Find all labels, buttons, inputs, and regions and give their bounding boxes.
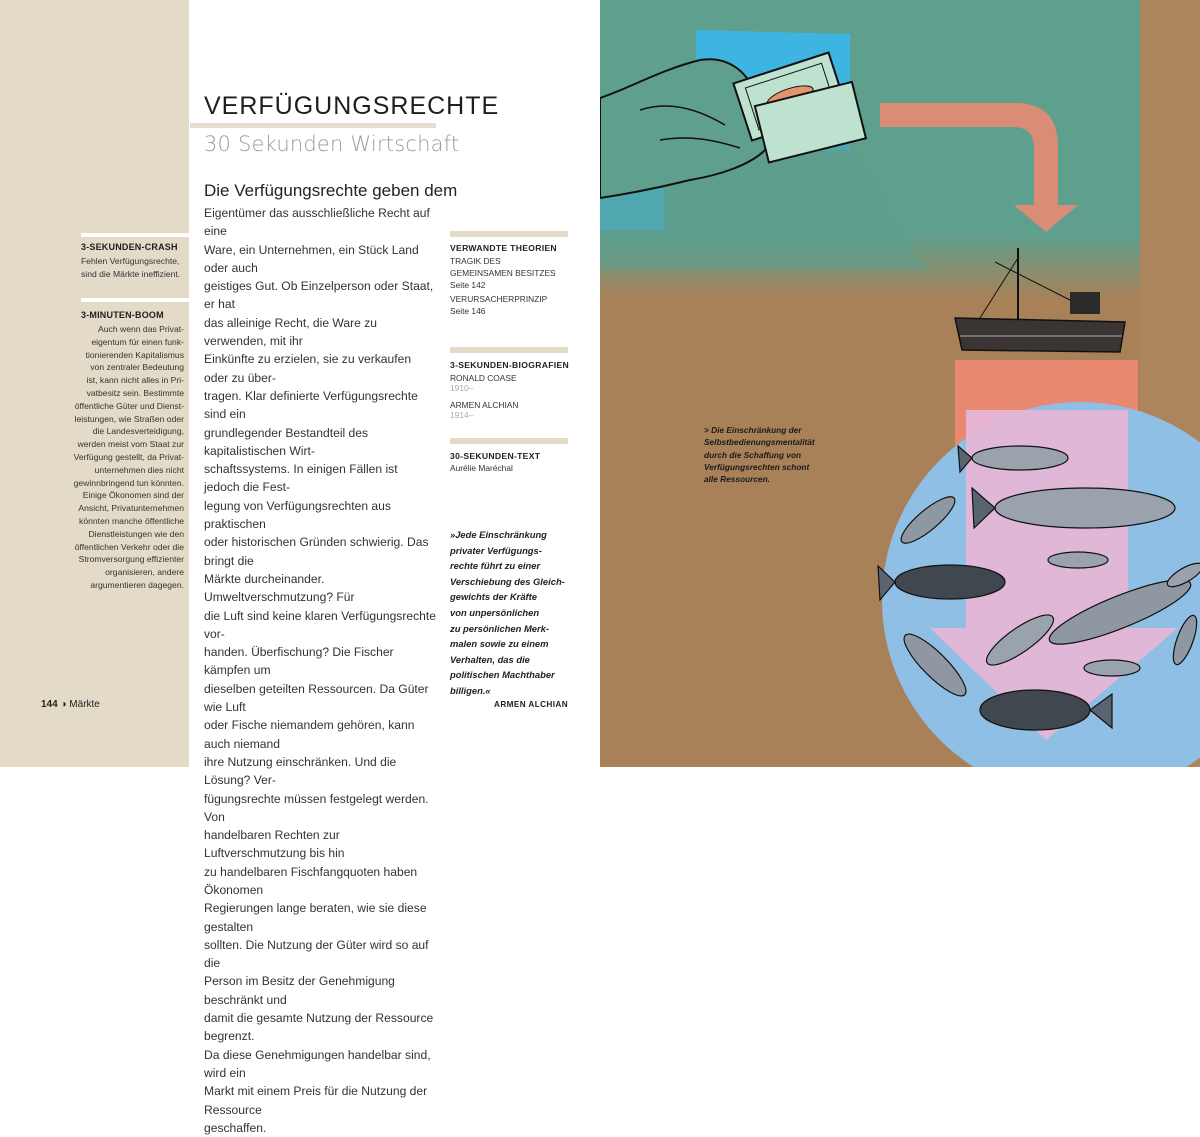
body-line: tragen. Klar definierte Verfügungsrechte sind ein bbox=[204, 388, 418, 422]
quote-line: politischen Machthaber bbox=[450, 669, 555, 681]
body-line: sollten. Die Nutzung der Güter wird so auf die bbox=[204, 937, 429, 971]
caption-line: alle Ressourcen. bbox=[704, 474, 770, 485]
quote-line: von unpersönlichen bbox=[450, 606, 540, 618]
boom-line: ist, kann nicht alles in Pri- bbox=[86, 375, 184, 386]
boom-line: Einige Ökonomen sind der bbox=[82, 490, 184, 501]
body-line: die Luft sind keine klaren Verfügungsrechte vor- bbox=[204, 608, 436, 641]
body-line: ihre Nutzung einschränken. Und die Lösung? Ver- bbox=[204, 754, 397, 788]
boom-line: Dienstleistungen wie den bbox=[88, 528, 184, 539]
column-rule bbox=[450, 438, 568, 444]
body-line: geschaffen. bbox=[204, 1120, 267, 1135]
column-rule bbox=[450, 347, 568, 353]
boom-line: argumentieren dagegen. bbox=[90, 579, 184, 590]
quote-line: rechte führt zu einer bbox=[450, 560, 541, 572]
related-item: TRAGIK DES bbox=[450, 256, 501, 266]
page-subtitle: 30 Sekunden Wirtschaft bbox=[204, 132, 460, 156]
boom-line: Verfügung gestellt, da Privat- bbox=[73, 451, 184, 462]
quote-line: Verschiebung des Gleich- bbox=[450, 575, 565, 587]
boom-line: öffentlichen Verkehr oder die bbox=[74, 541, 184, 552]
bio-name: ARMEN ALCHIAN bbox=[450, 400, 519, 410]
quote-line: Verhalten, das die bbox=[450, 653, 530, 665]
page-title: VERFÜGUNGSRECHTE bbox=[204, 92, 500, 120]
boom-line: Ansicht, Privatunternehmen bbox=[78, 503, 184, 514]
lead-text: Die Verfügungsrechte geben dem bbox=[204, 181, 458, 200]
quote-author: ARMEN ALCHIAN bbox=[494, 700, 569, 709]
body-line: Markt mit einem Preis für die Nutzung der Ressource bbox=[204, 1084, 428, 1117]
page-number: 144 bbox=[41, 699, 58, 710]
crash-heading: 3-SEKUNDEN-CRASH bbox=[81, 242, 178, 252]
illustration-caption bbox=[704, 424, 829, 485]
body-line: Person im Besitz der Genehmigung beschränkt und bbox=[204, 974, 395, 1007]
illustration bbox=[600, 0, 1200, 767]
sidebar-rule bbox=[81, 233, 189, 237]
body-line: handelbaren Rechten zur Luftverschmutzung bis hin bbox=[204, 828, 345, 861]
fish-icon bbox=[1084, 660, 1140, 676]
fish-icon bbox=[1048, 552, 1108, 568]
quote-line: zu persönlichen Merk- bbox=[450, 622, 549, 634]
half-circle-icon: ◑ bbox=[60, 699, 67, 710]
boom-line: die Landesverteidigung, bbox=[92, 426, 184, 437]
related-item: VERURSACHERPRINZIP bbox=[450, 294, 548, 304]
body-line: Ware, ein Unternehmen, ein Stück Land oder auch bbox=[204, 242, 419, 275]
body-text bbox=[204, 204, 436, 1137]
text30-author: Aurélie Maréchal bbox=[450, 463, 513, 473]
pull-quote bbox=[450, 527, 575, 699]
boom-line: gewinnbringend tun könnten. bbox=[73, 477, 184, 488]
crash-line: Fehlen Verfügungsrechte, bbox=[81, 256, 180, 266]
boom-line: von zentraler Bedeutung bbox=[90, 362, 184, 373]
body-line: zu handelbaren Fischfangquoten haben Ökonomen bbox=[204, 864, 418, 897]
body-line: Eigentümer das ausschließliche Recht auf eine bbox=[204, 206, 430, 239]
body-line: dieselben geteilten Ressourcen. Da Güter wie Luft bbox=[204, 681, 429, 715]
body-line: damit die gesamte Nutzung der Ressource begrenzt. bbox=[204, 1011, 434, 1044]
crash-line: sind die Märkte ineffizient. bbox=[81, 268, 181, 279]
boom-line: werden meist vom Staat zur bbox=[77, 439, 184, 450]
title-rule bbox=[190, 123, 436, 128]
quote-line: privater Verfügungs- bbox=[450, 544, 542, 556]
body-line: Da diese Genehmigungen handelbar sind, wird ein bbox=[204, 1047, 431, 1080]
boom-line: Stromversorgung effizienter bbox=[78, 554, 184, 565]
body-line: schaftssystems. In einigen Fällen ist jedoch die Fest- bbox=[204, 462, 398, 495]
page-footer bbox=[41, 699, 100, 710]
column-rule bbox=[450, 231, 568, 237]
related-page: Seite 142 bbox=[450, 280, 486, 290]
bio-name: RONALD COASE bbox=[450, 373, 517, 383]
boom-text bbox=[60, 323, 184, 592]
boom-line: öffentliche Güter und Dienst- bbox=[74, 400, 184, 411]
body-line: geistiges Gut. Ob Einzelperson oder Staat, er hat bbox=[204, 279, 434, 312]
related-page: Seite 146 bbox=[450, 306, 486, 316]
section-name: Märkte bbox=[69, 699, 100, 710]
body-line: Märkte durcheinander. Umweltverschmutzung? Für bbox=[204, 571, 355, 605]
related-item: GEMEINSAMEN BESITZES bbox=[450, 268, 556, 278]
body-line: grundlegender Bestandteil des kapitalistischen Wirt- bbox=[204, 425, 369, 458]
related-heading: VERWANDTE THEORIEN bbox=[450, 243, 557, 253]
boom-line: vatbesitz sein. Bestimmte bbox=[86, 387, 184, 398]
body-line: Regierungen lange beraten, wie sie diese gestalten bbox=[204, 901, 427, 934]
boom-line: organisieren, andere bbox=[105, 567, 184, 578]
boom-line: leistungen, wie Straßen oder bbox=[74, 413, 184, 424]
quote-line: malen sowie zu einem bbox=[450, 638, 549, 650]
boom-line: eigentum für einen funk- bbox=[91, 336, 184, 347]
boom-line: tionierenden Kapitalismus bbox=[85, 349, 184, 360]
quote-line: gewichts der Kräfte bbox=[450, 591, 538, 603]
quote-line: billigen.« bbox=[450, 684, 491, 696]
bios-heading: 3-SEKUNDEN-BIOGRAFIEN bbox=[450, 360, 569, 370]
bio-years: 1910– bbox=[450, 383, 474, 393]
bio-years: 1914– bbox=[450, 410, 474, 420]
body-line: das alleinige Recht, die Ware zu verwenden, mit ihr bbox=[204, 315, 377, 349]
body-line: legung von Verfügungsrechten aus praktischen bbox=[204, 498, 391, 532]
sidebar-rule bbox=[81, 298, 189, 302]
caption-line: Selbstbedienungsmentalität bbox=[704, 437, 815, 448]
caption-line: > Die Einschränkung der bbox=[704, 425, 802, 435]
body-line: oder historischen Gründen schwierig. Das bringt die bbox=[204, 535, 429, 568]
text30-heading: 30-SEKUNDEN-TEXT bbox=[450, 451, 541, 461]
boom-line: unternehmen dies nicht bbox=[94, 464, 184, 475]
boom-heading: 3-MINUTEN-BOOM bbox=[81, 310, 164, 320]
boom-line: könnten manche öffentliche bbox=[79, 515, 184, 526]
crash-text bbox=[81, 255, 186, 281]
body-line: oder Fische niemandem gehören, kann auch niemand bbox=[204, 718, 415, 751]
body-line: handen. Überfischung? Die Fischer kämpfen um bbox=[204, 645, 394, 678]
body-line: Einkünfte zu erzielen, sie zu verkaufen oder zu über- bbox=[204, 352, 412, 385]
caption-line: durch die Schaffung von bbox=[704, 449, 802, 460]
caption-line: Verfügungsrechten schont bbox=[704, 461, 810, 472]
quote-line: »Jede Einschränkung bbox=[450, 529, 547, 540]
body-line: fügungsrechte müssen festgelegt werden. Von bbox=[204, 791, 429, 824]
boom-line: Auch wenn das Privat- bbox=[98, 324, 184, 334]
